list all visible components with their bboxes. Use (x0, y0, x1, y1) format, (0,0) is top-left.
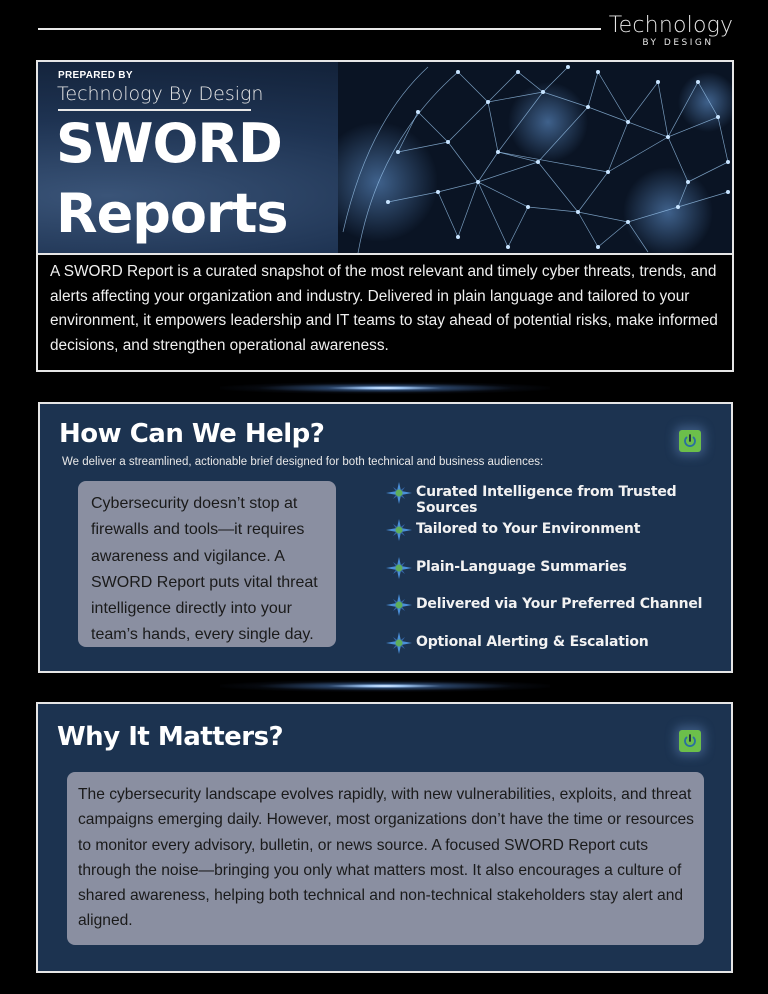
why-body: The cybersecurity landscape evolves rapidly, with new vulnerabilities, exploits, and threat campaigns emerging daily. However, most organizations don’t have the time or resources to monitor every advisory, bulletin, or news source. A focused SWORD Report cuts through the noise—bringing you only what matters most. It also encourages a culture of shared awareness, helping both technical and non-technical stakeholders stay alert and aligned. (67, 772, 704, 945)
star-bullet-icon (386, 482, 412, 504)
feature-label: Curated Intelligence from Trusted Sources (416, 484, 677, 516)
list-item (386, 484, 731, 521)
help-subtitle: We deliver a streamlined, actionable brief designed for both technical and business audiences: (62, 456, 544, 468)
star-bullet-icon (386, 594, 412, 616)
feature-label: Tailored to Your Environment (416, 521, 641, 538)
hero-section (36, 60, 734, 372)
star-bullet-icon (386, 632, 412, 654)
prepared-by-divider (58, 109, 251, 111)
feature-label: Optional Alerting & Escalation (416, 633, 649, 650)
feature-label: Plain-Language Summaries (416, 558, 627, 575)
why-section (36, 702, 733, 973)
power-icon (679, 730, 701, 752)
logo-wordmark: Technology (608, 13, 734, 38)
network-globe-image (338, 62, 732, 253)
why-title: Why It Matters? (57, 722, 284, 752)
light-flare-divider (220, 382, 550, 394)
header-rule (38, 28, 601, 30)
list-item (386, 559, 731, 596)
power-icon (679, 430, 701, 452)
help-feature-list (386, 484, 731, 671)
prepared-by-name: Technology By Design (57, 83, 264, 105)
star-bullet-icon (386, 519, 412, 541)
help-title: How Can We Help? (59, 419, 325, 449)
help-section (38, 402, 733, 673)
help-callout: Cybersecurity doesn’t stop at firewalls and tools—it requires awareness and vigilance. A SWORD Report puts vital threat intelligence directly into your team’s hands, every single day. (78, 481, 336, 647)
page-title-line1: SWORD (56, 112, 282, 175)
prepared-by-label: PREPARED BY (58, 70, 133, 81)
star-bullet-icon (386, 557, 412, 579)
list-item (386, 596, 731, 633)
feature-label: Delivered via Your Preferred Channel (416, 596, 703, 613)
list-item (386, 634, 731, 671)
logo-tagline: BY DESIGN (642, 38, 714, 48)
light-flare-divider (220, 680, 550, 692)
hero-banner (38, 62, 732, 255)
brand-logo (606, 14, 736, 48)
list-item (386, 521, 731, 558)
hero-description: A SWORD Report is a curated snapshot of the most relevant and timely cyber threats, trends, and alerts affecting your organization and industry. Delivered in plain language and tailored to your environment, it empowers leadership and IT teams to stay ahead of potential risks, make informed decisions, and strengthen operational awareness. (50, 263, 718, 354)
page-title-line2: Reports (56, 182, 288, 245)
